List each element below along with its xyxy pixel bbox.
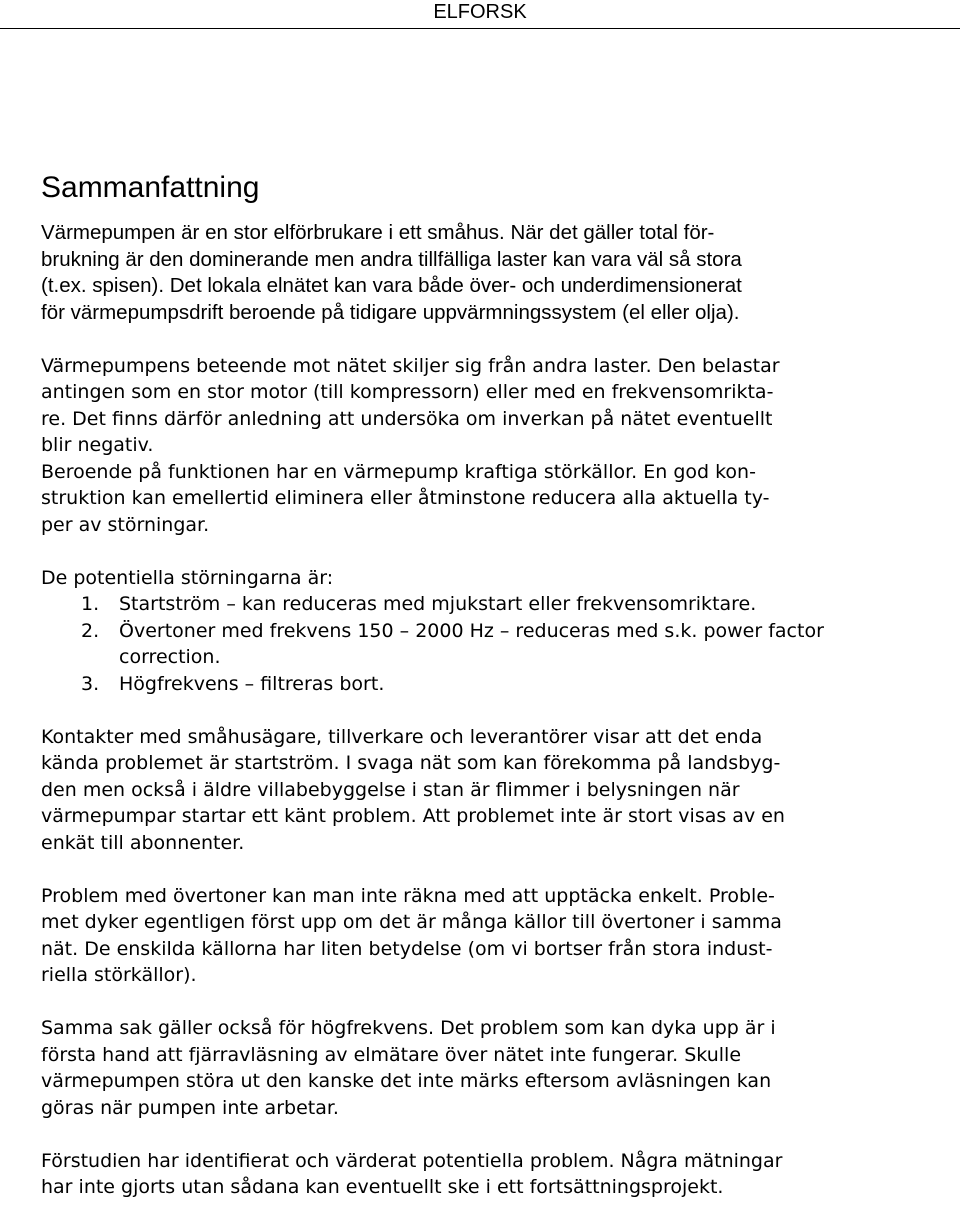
list-text: Startström – kan reduceras med mjukstart eller frekvensomriktare. [119,593,757,615]
text-line: (t.ex. spisen). Det lokala elnätet kan vara både över- och underdimensionerat [41,274,742,297]
list-number: 1. [81,593,100,615]
list-number: 2. [81,619,100,642]
list-item [41,591,921,618]
text-line: värmepumpen störa ut den kanske det inte märks eftersom avläsningen kan [41,1070,772,1092]
text-line: Problem med övertoner kan man inte räkna med att upptäcka enkelt. Proble- [41,884,775,907]
list-item [41,618,921,671]
list-text: Övertoner med frekvens 150 – 2000 Hz – reduceras med s.k. power factor correction. [119,619,824,668]
text-line: antingen som en stor motor (till kompressorn) eller med en frekvensomrikta- [41,381,774,403]
text-line: den men också i äldre villabebyggelse i stan är flimmer i belysningen när [41,778,740,801]
document-body [41,170,921,1201]
text-line: struktion kan emellertid eliminera eller åtminstone reducera alla aktuella ty- [41,487,770,509]
paragraph-behaviour [41,353,921,539]
text-line: göras när pumpen inte arbetar. [41,1096,339,1119]
text-line: Värmepumpen är en stor elförbrukare i ett småhus. När det gäller total för- [41,221,715,244]
text-line: brukning är den dominerande men andra tillfälliga laster kan vara väl så stora [41,247,742,271]
list-number: 3. [81,672,100,695]
header-title: ELFORSK [433,1,527,23]
list-item [41,671,921,698]
text-line: Samma sak gäller också för högfrekvens. Det problem som kan dyka upp är i [41,1017,776,1039]
text-line: re. Det finns därför anledning att undersöka om inverkan på nätet eventuellt [41,407,773,430]
text-line: för värmepumpsdrift beroende på tidigare uppvärmningssystem (el eller olja). [41,300,740,324]
text-line: värmepumpar startar ett känt problem. Att problemet inte är stort visas av en [41,805,785,827]
paragraph-intro [41,220,921,326]
text-line: har inte gjorts utan sådana kan eventuellt ske i ett fortsättningsprojekt. [41,1176,724,1198]
paragraph-harmonics [41,883,921,989]
text-line: första hand att fjärravläsning av elmätare över nätet inte fungerar. Skulle [41,1043,742,1066]
paragraph-high-frequency [41,1015,921,1121]
text-line: Kontakter med småhusägare, tillverkare och leverantörer visar att det enda [41,725,763,748]
paragraph-conclusion [41,1148,921,1201]
list-intro: De potentiella störningarna är: [41,566,334,589]
page-header [0,0,960,29]
text-line: Beroende på funktionen har en värmepump kraftiga störkällor. En god kon- [41,460,756,483]
text-line: kända problemet är startström. I svaga nät som kan förekomma på landsbyg- [41,752,781,774]
text-line: nät. De enskilda källorna har liten betydelse (om vi bortser från stora indust- [41,937,773,960]
text-line: met dyker egentligen först upp om det är många källor till övertoner i samma [41,911,782,933]
section-heading: Sammanfattning [41,171,260,204]
text-line: Värmepumpens beteende mot nätet skiljer sig från andra laster. Den belastar [41,354,780,377]
text-line: Förstudien har identifierat och värderat potentiella problem. Några mätningar [41,1149,783,1172]
text-line: riella störkällor). [41,964,197,986]
text-line: per av störningar. [41,513,210,536]
disturbance-list [41,591,921,697]
text-line: blir negativ. [41,434,154,456]
text-line: enkät till abonnenter. [41,831,245,854]
paragraph-contacts [41,724,921,857]
list-text: Högfrekvens – filtreras bort. [119,672,385,695]
